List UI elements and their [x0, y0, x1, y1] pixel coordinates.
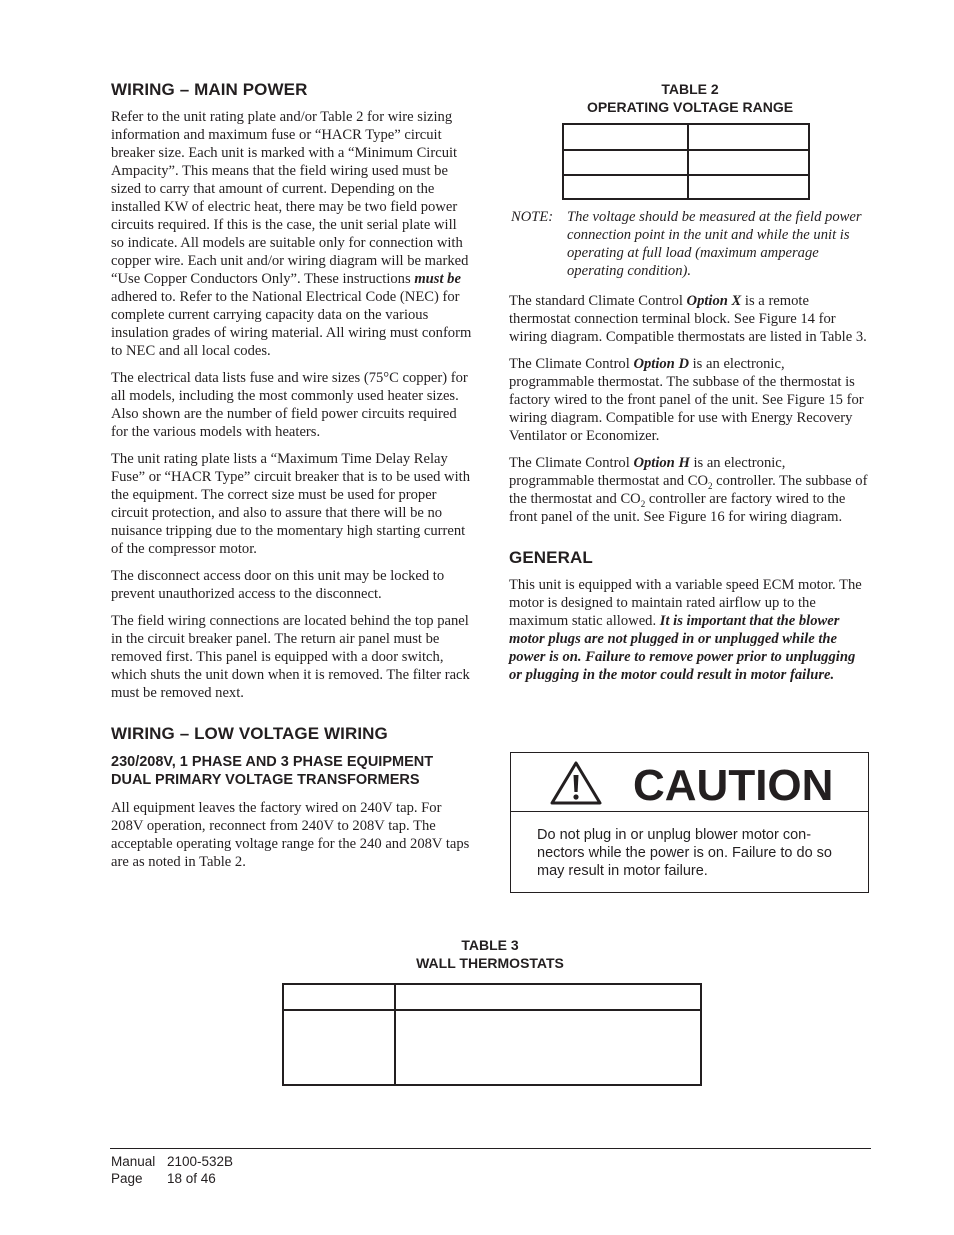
- text-run: Refer to the unit rating plate and/or Table 2 for wire sizing information and maximum fuse or “HACR Type” circuit breaker size. Each unit is marked with a “Minimum Circuit Ampacity”. This means that the field wiring used must be sized to carry that amount of current. Depending on the installed KW of electric heat, there may be two field power circuits required. If this is the case, the unit serial plate will so indicate. All models are suitable only for connection with copper wire. Each unit and/or wiring diagram will be marked “Use Copper Conductors Only”. These instructions: [111, 109, 469, 287]
- general-heading: GENERAL: [509, 548, 593, 567]
- wiring-low-voltage-heading: WIRING – LOW VOLTAGE WIRING: [111, 724, 388, 743]
- footer-rule: [110, 1148, 871, 1149]
- option-d-paragraph: [509, 355, 871, 445]
- footer-manual: [111, 1153, 233, 1170]
- transformer-subheading: 230/208V, 1 PHASE AND 3 PHASE EQUIPMENT DUAL PRIMARY VOLTAGE TRANSFORMERS: [111, 754, 434, 788]
- manual-label: Manual: [111, 1154, 156, 1169]
- text-run: controller. The subbase of the thermostat and CO: [509, 473, 868, 507]
- main-power-paragraph-3: The unit rating plate lists a “Maximum Time Delay Relay Fuse” or “HACR Type” circuit breaker that is to be used with the equipment. The correct size must be used for proper circuit protection, and also to assure that there will be no nuisance tripping due to the momentary high starting current of the compressor motor.: [111, 451, 470, 557]
- table2-title: TABLE 2: [661, 81, 719, 97]
- wiring-main-power-heading: WIRING – MAIN POWER: [111, 80, 308, 99]
- table2-caption: [560, 80, 820, 116]
- main-power-paragraph-4: The disconnect access door on this unit may be locked to prevent unauthorized access to the disconnect.: [111, 568, 445, 602]
- table-cell: [283, 984, 395, 1010]
- page-number: 18 of 46: [167, 1171, 216, 1186]
- table-cell: [563, 124, 688, 150]
- text-run: is an electronic, programmable thermostat and CO: [509, 455, 786, 489]
- caution-header: [511, 753, 868, 812]
- text-run: adhered to. Refer to the National Electrical Code (NEC) for complete current carrying capacity data on the various insulation grades of wiring material. All wiring must conform to NEC and all local codes.: [111, 289, 472, 359]
- table-cell: [688, 175, 809, 199]
- text-run: controller are factory wired to the front panel of the unit. See Figure 16 for wiring diagram.: [509, 491, 846, 525]
- main-power-paragraph-1: [111, 108, 473, 360]
- main-power-paragraph-2: The electrical data lists fuse and wire sizes (75°C copper) for all models, including the most commonly used heater sizes. Also shown are the number of field power circuits required for the various models with heaters.: [111, 370, 468, 440]
- caution-title: CAUTION: [633, 761, 834, 810]
- table-cell: [688, 124, 809, 150]
- table3-title: TABLE 3: [461, 937, 519, 953]
- option-h-label: Option H: [633, 455, 690, 471]
- text-run: is a remote thermostat connection terminal block. See Figure 14 for wiring diagram. Compatible thermostats are listed in Table 3.: [509, 293, 867, 345]
- table2-operating-voltage: [562, 123, 810, 200]
- table-cell: [563, 150, 688, 175]
- general-paragraph: [509, 576, 871, 684]
- caution-text: Do not plug in or unplug blower motor con-nectors while the power is on. Failure to do so may result in motor failure.: [537, 827, 832, 879]
- subscript: 2: [640, 499, 646, 509]
- right-column-text: [509, 292, 871, 684]
- emphasis-text: must be: [414, 271, 461, 287]
- option-h-paragraph: [509, 454, 871, 526]
- subscript: 2: [708, 481, 713, 491]
- warning-emphasis: It is important that the blower motor plugs are not plugged in or unplugged while the power is on. Failure to remove power prior to unplugging or plugging in the motor could result in motor failure.: [509, 613, 856, 683]
- text-run: This unit is equipped with a variable speed ECM motor. The motor is designed to maintain rated airflow up to the maximum static allowed.: [509, 577, 862, 629]
- option-x-paragraph: [509, 292, 871, 346]
- caution-box: [510, 752, 869, 893]
- option-x-label: Option X: [686, 293, 742, 309]
- left-column: [111, 80, 473, 871]
- table-cell: [395, 984, 701, 1010]
- table3-wall-thermostats: [282, 983, 702, 1086]
- main-power-paragraph-5: The field wiring connections are located behind the top panel in the circuit breaker panel. The return air panel must be removed first. This panel is equipped with a door switch, which shuts the unit down when it is removed. The filter rack must be removed next.: [111, 613, 470, 701]
- table-cell: [283, 1010, 395, 1085]
- text-run: The Climate Control: [509, 356, 634, 372]
- option-d-label: Option D: [633, 356, 689, 372]
- note-label: NOTE:: [511, 209, 554, 225]
- table3-subtitle: WALL THERMOSTATS: [416, 955, 564, 971]
- table-cell: [395, 1010, 701, 1085]
- text-run: is an electronic, programmable thermostat. The subbase of the thermostat is factory wired to the front panel of the unit. See Figure 15 for wiring diagram. Compatible for use with Energy Recovery Ventilator or Economizer.: [509, 356, 864, 444]
- text-run: The Climate Control: [509, 455, 634, 471]
- note-text: The voltage should be measured at the field power connection point in the unit and while the unit is operating at full load (maximum amperage operating condition).: [567, 209, 862, 279]
- warning-triangle-icon: [549, 760, 603, 811]
- low-voltage-paragraph: All equipment leaves the factory wired on 240V tap. For 208V operation, reconnect from 240V to 208V tap. The acceptable operating voltage range for the 240 and 208V taps are as noted in Table 2.: [111, 800, 470, 870]
- table-cell: [563, 175, 688, 199]
- table-cell: [688, 150, 809, 175]
- page-label: Page: [111, 1171, 143, 1186]
- table2-subtitle: OPERATING VOLTAGE RANGE: [586, 99, 794, 115]
- manual-number: 2100-532B: [167, 1154, 234, 1169]
- text-run: The standard Climate Control: [509, 293, 687, 309]
- table3-caption: [340, 936, 640, 972]
- footer-page: [111, 1170, 216, 1187]
